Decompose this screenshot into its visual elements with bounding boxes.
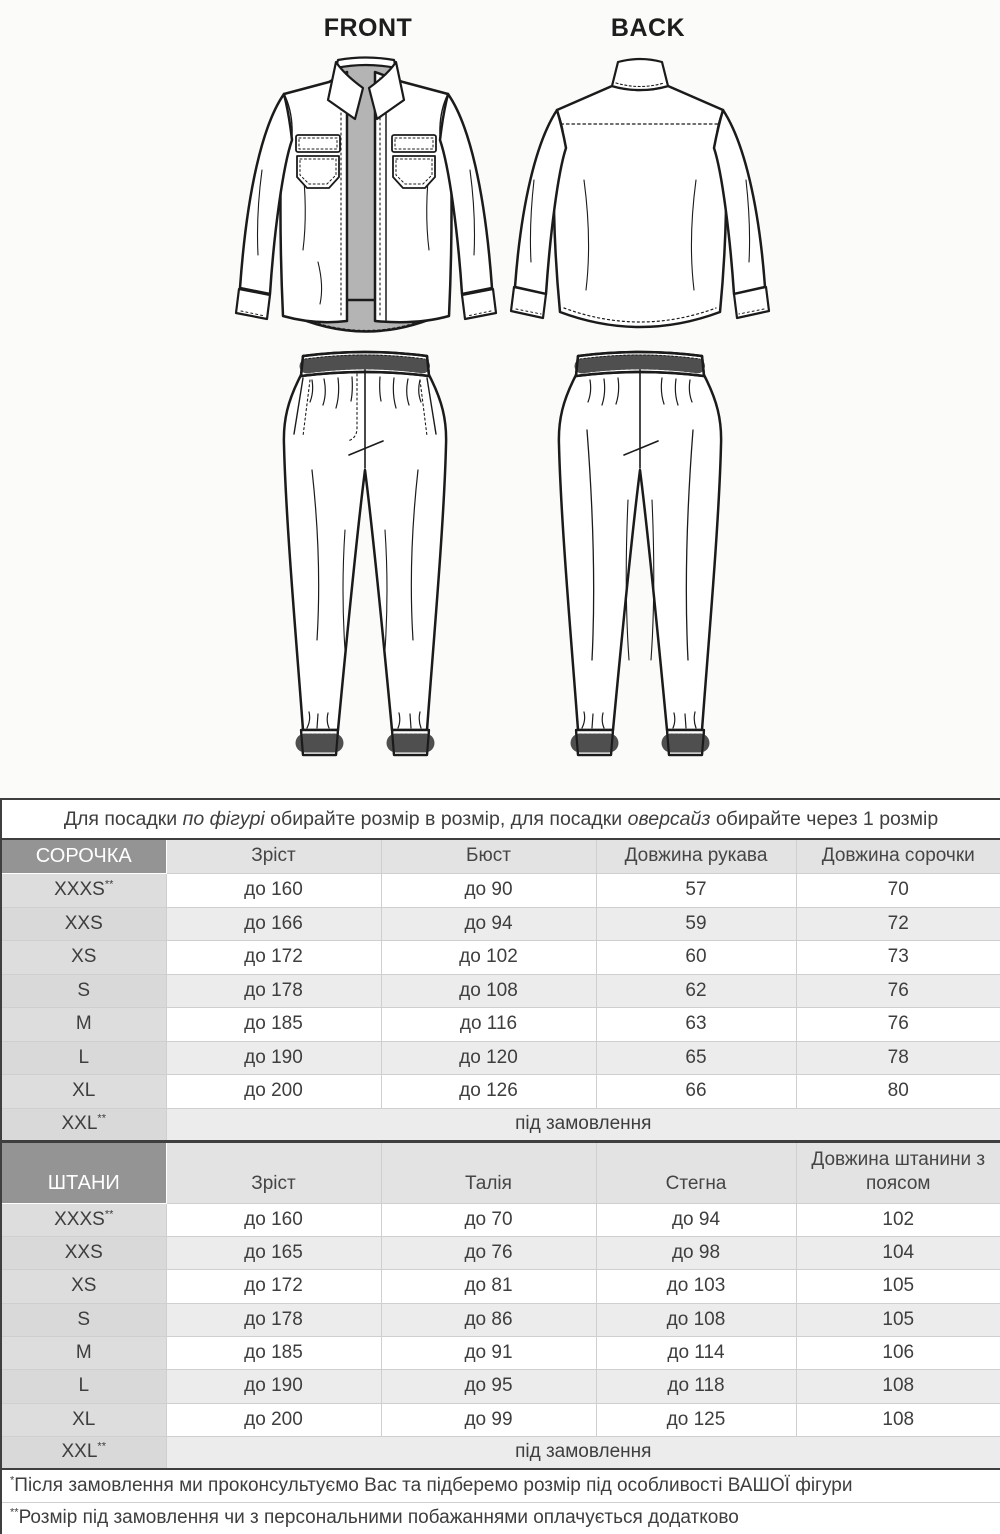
height-cell: до 165 (166, 1236, 381, 1269)
height-cell: до 185 (166, 1007, 381, 1041)
height-cell: до 200 (166, 1403, 381, 1436)
shirt-col-height: Зріст (166, 839, 381, 873)
length-cell: 80 (796, 1074, 1000, 1108)
pants-col-height: Зріст (166, 1141, 381, 1203)
waist-cell: до 76 (381, 1236, 596, 1269)
pants-row-s (1, 1303, 1000, 1336)
length-cell: 70 (796, 873, 1000, 907)
height-cell: до 185 (166, 1336, 381, 1369)
size-cell: XXXS** (1, 873, 166, 907)
pants-col-waist: Талія (381, 1141, 596, 1203)
footnote-1: *Після замовлення ми проконсультуємо Вас та підберемо розмір під особливості ВАШОЇ фігури (1, 1469, 1000, 1502)
pants-header-row (1, 1141, 1000, 1203)
shirt-row-xxl-custom (1, 1108, 1000, 1141)
height-cell: до 190 (166, 1369, 381, 1403)
shirt-col-bust: Бюст (381, 839, 596, 873)
leg-length-cell: 104 (796, 1236, 1000, 1269)
pants-row-xxs (1, 1236, 1000, 1269)
sleeve-cell: 63 (596, 1007, 796, 1041)
shirt-row-xs (1, 940, 1000, 974)
size-cell: M (1, 1007, 166, 1041)
pants-row-l (1, 1369, 1000, 1403)
waist-cell: до 95 (381, 1369, 596, 1403)
height-cell: до 166 (166, 907, 381, 940)
waist-cell: до 70 (381, 1203, 596, 1236)
size-table (0, 798, 1000, 1534)
size-cell: XXS (1, 1236, 166, 1269)
custom-order-cell: під замовлення (166, 1436, 1000, 1469)
footnote-row-2 (1, 1502, 1000, 1534)
shirt-row-m (1, 1007, 1000, 1041)
leg-length-cell: 106 (796, 1336, 1000, 1369)
length-cell: 76 (796, 974, 1000, 1007)
fit-advice-text: Для посадки по фігурі обирайте розмір в розмір, для посадки оверсайз обирайте через 1 розмір (1, 799, 1000, 839)
bust-cell: до 102 (381, 940, 596, 974)
leg-length-cell: 108 (796, 1403, 1000, 1436)
leg-length-cell: 105 (796, 1269, 1000, 1303)
sleeve-cell: 57 (596, 873, 796, 907)
size-cell: XXS (1, 907, 166, 940)
size-cell: XL (1, 1403, 166, 1436)
size-cell: XXL** (1, 1436, 166, 1469)
shirt-col-sleeve: Довжина рукава (596, 839, 796, 873)
bust-cell: до 120 (381, 1041, 596, 1074)
height-cell: до 160 (166, 873, 381, 907)
shirt-section-title: СОРОЧКА (1, 839, 166, 873)
size-cell: XS (1, 940, 166, 974)
footnote-2: **Розмір під замовлення чи з персональними побажаннями оплачується додатково (1, 1502, 1000, 1534)
size-cell: S (1, 974, 166, 1007)
pants-row-xl (1, 1403, 1000, 1436)
pants-col-hips: Стегна (596, 1141, 796, 1203)
waist-cell: до 81 (381, 1269, 596, 1303)
hips-cell: до 94 (596, 1203, 796, 1236)
sleeve-cell: 65 (596, 1041, 796, 1074)
hips-cell: до 118 (596, 1369, 796, 1403)
leg-length-cell: 105 (796, 1303, 1000, 1336)
pants-row-xxxs (1, 1203, 1000, 1236)
height-cell: до 172 (166, 1269, 381, 1303)
sleeve-cell: 59 (596, 907, 796, 940)
pants-row-xxl-custom (1, 1436, 1000, 1469)
pants-col-leg-length: Довжина штанини з поясом (796, 1141, 1000, 1203)
waist-cell: до 86 (381, 1303, 596, 1336)
size-cell: S (1, 1303, 166, 1336)
size-cell: XS (1, 1269, 166, 1303)
length-cell: 72 (796, 907, 1000, 940)
bust-cell: до 126 (381, 1074, 596, 1108)
hips-cell: до 103 (596, 1269, 796, 1303)
height-cell: до 178 (166, 974, 381, 1007)
bust-cell: до 116 (381, 1007, 596, 1041)
back-view-label: BACK (610, 14, 686, 42)
height-cell: до 190 (166, 1041, 381, 1074)
length-cell: 76 (796, 1007, 1000, 1041)
height-cell: до 160 (166, 1203, 381, 1236)
sleeve-cell: 66 (596, 1074, 796, 1108)
leg-length-cell: 102 (796, 1203, 1000, 1236)
sleeve-cell: 60 (596, 940, 796, 974)
shirt-row-xl (1, 1074, 1000, 1108)
size-cell: M (1, 1336, 166, 1369)
shirt-back-drawing (511, 59, 769, 327)
hips-cell: до 108 (596, 1303, 796, 1336)
bust-cell: до 108 (381, 974, 596, 1007)
waist-cell: до 99 (381, 1403, 596, 1436)
size-cell: L (1, 1041, 166, 1074)
height-cell: до 172 (166, 940, 381, 974)
bust-cell: до 90 (381, 873, 596, 907)
size-cell: L (1, 1369, 166, 1403)
shirt-row-xxs (1, 907, 1000, 940)
pants-back-drawing (559, 352, 721, 755)
pants-row-m (1, 1336, 1000, 1369)
sleeve-cell: 62 (596, 974, 796, 1007)
size-cell: XXXS** (1, 1203, 166, 1236)
shirt-front-drawing (236, 58, 496, 332)
size-cell: XL (1, 1074, 166, 1108)
length-cell: 73 (796, 940, 1000, 974)
height-cell: до 200 (166, 1074, 381, 1108)
leg-length-cell: 108 (796, 1369, 1000, 1403)
pants-row-xs (1, 1269, 1000, 1303)
waist-cell: до 91 (381, 1336, 596, 1369)
footnote-row-1 (1, 1469, 1000, 1502)
fit-advice-row (1, 799, 1000, 839)
height-cell: до 178 (166, 1303, 381, 1336)
shirt-col-length: Довжина сорочки (796, 839, 1000, 873)
shirt-row-xxxs (1, 873, 1000, 907)
hips-cell: до 114 (596, 1336, 796, 1369)
shirt-row-l (1, 1041, 1000, 1074)
hips-cell: до 125 (596, 1403, 796, 1436)
bust-cell: до 94 (381, 907, 596, 940)
shirt-row-s (1, 974, 1000, 1007)
shirt-header-row (1, 839, 1000, 873)
pants-front-drawing (284, 352, 446, 755)
pants-section-title: ШТАНИ (1, 1141, 166, 1203)
custom-order-cell: під замовлення (166, 1108, 1000, 1141)
front-view-label: FRONT (323, 14, 413, 42)
length-cell: 78 (796, 1041, 1000, 1074)
hips-cell: до 98 (596, 1236, 796, 1269)
size-cell: XXL** (1, 1108, 166, 1141)
